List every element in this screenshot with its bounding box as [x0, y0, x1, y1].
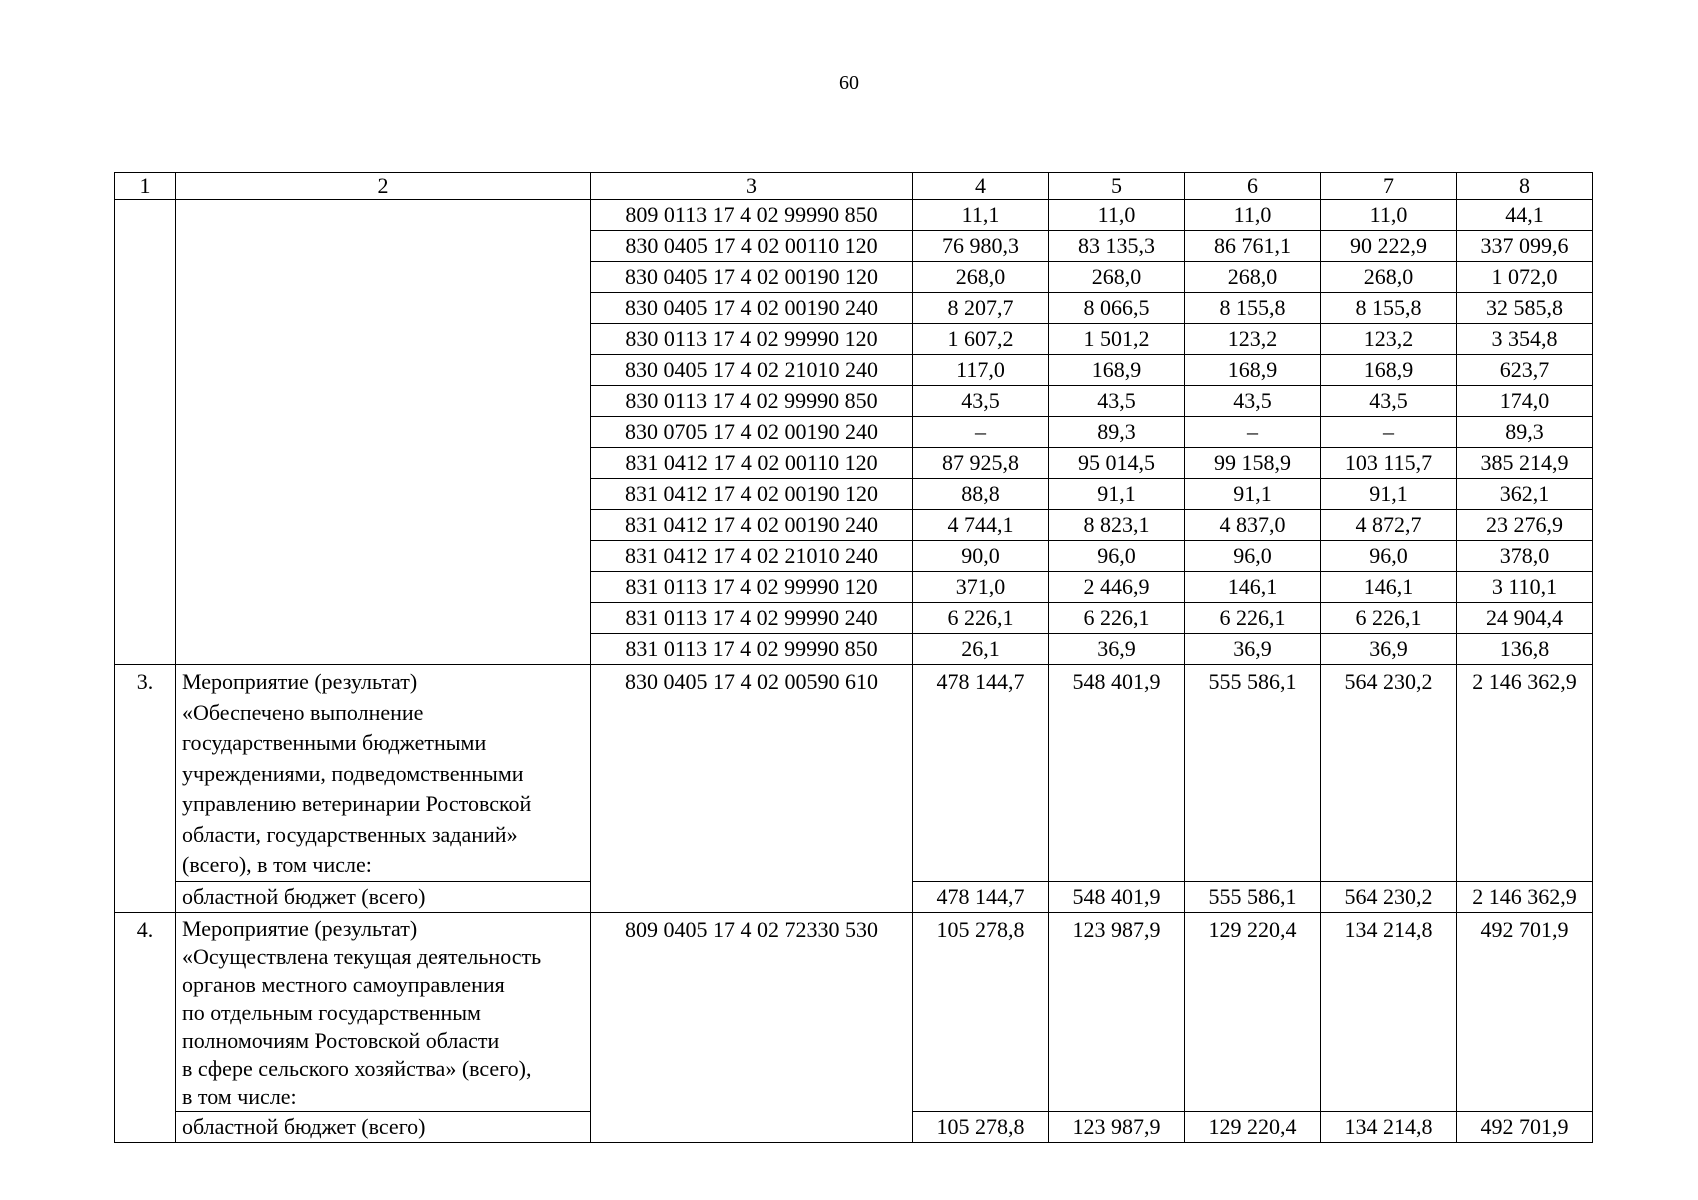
total-cell: 44,1 — [1457, 200, 1593, 231]
event-description-line: Мероприятие (результат) — [182, 669, 418, 694]
value-cell: 90 222,9 — [1321, 231, 1457, 262]
value-cell: 146,1 — [1185, 572, 1321, 603]
total-cell: 1 072,0 — [1457, 262, 1593, 293]
event-number: 3. — [115, 665, 176, 913]
value-cell: – — [913, 417, 1049, 448]
total-cell: 174,0 — [1457, 386, 1593, 417]
value-cell: 268,0 — [1049, 262, 1185, 293]
event-description-line: полномочиям Ростовской области — [182, 1027, 500, 1053]
value-cell: 8 155,8 — [1321, 293, 1457, 324]
value-cell: 43,5 — [1321, 386, 1457, 417]
value-cell: 548 401,9 — [1049, 881, 1185, 912]
value-cell: 1 501,2 — [1049, 324, 1185, 355]
event-description-line: управлению ветеринарии Ростовской — [182, 791, 532, 816]
event-description-line: в том числе: — [182, 1083, 297, 1109]
column-header: 2 — [176, 173, 591, 200]
sub-label: областной бюджет (всего) — [176, 881, 591, 912]
value-cell: 96,0 — [1321, 541, 1457, 572]
total-cell: 623,7 — [1457, 355, 1593, 386]
value-cell: 76 980,3 — [913, 231, 1049, 262]
column-header: 3 — [591, 173, 913, 200]
total-cell: 492 701,9 — [1457, 912, 1593, 1111]
value-cell: 36,9 — [1185, 634, 1321, 665]
total-cell: 337 099,6 — [1457, 231, 1593, 262]
value-cell: 371,0 — [913, 572, 1049, 603]
value-cell: 4 872,7 — [1321, 510, 1457, 541]
page-number: 60 — [839, 72, 859, 94]
budget-code: 830 0405 17 4 02 00590 610 — [591, 665, 913, 913]
event-description-line: «Обеспечено выполнение — [182, 699, 424, 725]
value-cell: 123,2 — [1321, 324, 1457, 355]
value-cell: – — [1321, 417, 1457, 448]
total-cell: 2 146 362,9 — [1457, 881, 1593, 912]
column-number-header-row — [115, 173, 1593, 200]
event-description-line: государственными бюджетными — [182, 730, 487, 755]
total-cell: 89,3 — [1457, 417, 1593, 448]
value-cell: 96,0 — [1049, 541, 1185, 572]
value-cell: 8 066,5 — [1049, 293, 1185, 324]
value-cell: 6 226,1 — [1321, 603, 1457, 634]
value-cell: 6 226,1 — [1049, 603, 1185, 634]
budget-code: 831 0412 17 4 02 00190 120 — [591, 479, 913, 510]
total-cell: 3 354,8 — [1457, 324, 1593, 355]
event-description — [176, 912, 591, 1111]
budget-code: 809 0405 17 4 02 72330 530 — [591, 912, 913, 1142]
value-cell: 123,2 — [1185, 324, 1321, 355]
value-cell: 168,9 — [1185, 355, 1321, 386]
event-description-line: (всего), в том числе: — [182, 852, 372, 877]
value-cell: 43,5 — [1049, 386, 1185, 417]
value-cell: 8 823,1 — [1049, 510, 1185, 541]
total-cell: 2 146 362,9 — [1457, 665, 1593, 882]
event-description-line: учреждениями, подведомственными — [182, 760, 524, 786]
value-cell: 168,9 — [1321, 355, 1457, 386]
value-cell: 36,9 — [1321, 634, 1457, 665]
budget-code: 831 0412 17 4 02 21010 240 — [591, 541, 913, 572]
budget-code: 830 0405 17 4 02 00190 240 — [591, 293, 913, 324]
value-cell: 86 761,1 — [1185, 231, 1321, 262]
value-cell: 91,1 — [1049, 479, 1185, 510]
value-cell: 129 220,4 — [1185, 1111, 1321, 1142]
budget-code: 830 0113 17 4 02 99990 120 — [591, 324, 913, 355]
value-cell: 91,1 — [1321, 479, 1457, 510]
budget-code: 830 0405 17 4 02 00190 120 — [591, 262, 913, 293]
event-description-line: в сфере сельского хозяйства» (всего), — [182, 1055, 532, 1081]
budget-code: 830 0705 17 4 02 00190 240 — [591, 417, 913, 448]
value-cell: 89,3 — [1049, 417, 1185, 448]
budget-code: 830 0113 17 4 02 99990 850 — [591, 386, 913, 417]
value-cell: 129 220,4 — [1185, 912, 1321, 1111]
value-cell: 478 144,7 — [913, 881, 1049, 912]
value-cell: 83 135,3 — [1049, 231, 1185, 262]
column-header: 6 — [1185, 173, 1321, 200]
value-cell: 103 115,7 — [1321, 448, 1457, 479]
value-cell: 134 214,8 — [1321, 1111, 1457, 1142]
budget-table — [114, 172, 1593, 1143]
budget-code: 831 0412 17 4 02 00110 120 — [591, 448, 913, 479]
sub-label: областной бюджет (всего) — [176, 1111, 591, 1142]
value-cell: 91,1 — [1185, 479, 1321, 510]
value-cell: 1 607,2 — [913, 324, 1049, 355]
value-cell: 4 744,1 — [913, 510, 1049, 541]
total-cell: 378,0 — [1457, 541, 1593, 572]
budget-code: 831 0113 17 4 02 99990 120 — [591, 572, 913, 603]
column-header: 1 — [115, 173, 176, 200]
budget-code: 831 0412 17 4 02 00190 240 — [591, 510, 913, 541]
value-cell: 11,1 — [913, 200, 1049, 231]
budget-code: 830 0405 17 4 02 00110 120 — [591, 231, 913, 262]
column-header: 8 — [1457, 173, 1593, 200]
value-cell: 6 226,1 — [1185, 603, 1321, 634]
total-cell: 32 585,8 — [1457, 293, 1593, 324]
event-description-line: области, государственных заданий» — [182, 821, 518, 847]
value-cell: 11,0 — [1321, 200, 1457, 231]
value-cell: 555 586,1 — [1185, 881, 1321, 912]
value-cell: 134 214,8 — [1321, 912, 1457, 1111]
event-number: 4. — [115, 912, 176, 1142]
budget-code: 809 0113 17 4 02 99990 850 — [591, 200, 913, 231]
event-description — [176, 665, 591, 882]
value-cell: 4 837,0 — [1185, 510, 1321, 541]
event-row — [115, 912, 1593, 1111]
event-description-line: Мероприятие (результат) — [182, 915, 418, 941]
column-header: 5 — [1049, 173, 1185, 200]
budget-code: 831 0113 17 4 02 99990 850 — [591, 634, 913, 665]
total-cell: 23 276,9 — [1457, 510, 1593, 541]
total-cell: 136,8 — [1457, 634, 1593, 665]
value-cell: 168,9 — [1049, 355, 1185, 386]
value-cell: 11,0 — [1185, 200, 1321, 231]
value-cell: 36,9 — [1049, 634, 1185, 665]
value-cell: 123 987,9 — [1049, 912, 1185, 1111]
value-cell: 26,1 — [913, 634, 1049, 665]
total-cell: 385 214,9 — [1457, 448, 1593, 479]
value-cell: 105 278,8 — [913, 1111, 1049, 1142]
value-cell: 564 230,2 — [1321, 665, 1457, 882]
value-cell: 11,0 — [1049, 200, 1185, 231]
event-description-line: по отдельным государственным — [182, 999, 481, 1025]
value-cell: 88,8 — [913, 479, 1049, 510]
event-description-line: «Осуществлена текущая деятельность — [182, 943, 542, 969]
value-cell: 6 226,1 — [913, 603, 1049, 634]
total-cell: 362,1 — [1457, 479, 1593, 510]
value-cell: 8 207,7 — [913, 293, 1049, 324]
total-cell: 3 110,1 — [1457, 572, 1593, 603]
value-cell: 95 014,5 — [1049, 448, 1185, 479]
value-cell: 268,0 — [913, 262, 1049, 293]
value-cell: 123 987,9 — [1049, 1111, 1185, 1142]
value-cell: 268,0 — [1321, 262, 1457, 293]
value-cell: 43,5 — [1185, 386, 1321, 417]
event-row — [115, 665, 1593, 882]
table-row — [115, 200, 1593, 231]
empty-description-cell — [176, 200, 591, 665]
event-description-line: органов местного самоуправления — [182, 971, 505, 997]
value-cell: – — [1185, 417, 1321, 448]
budget-code: 831 0113 17 4 02 99990 240 — [591, 603, 913, 634]
column-header: 7 — [1321, 173, 1457, 200]
value-cell: 564 230,2 — [1321, 881, 1457, 912]
value-cell: 105 278,8 — [913, 912, 1049, 1111]
value-cell: 90,0 — [913, 541, 1049, 572]
value-cell: 8 155,8 — [1185, 293, 1321, 324]
value-cell: 146,1 — [1321, 572, 1457, 603]
value-cell: 99 158,9 — [1185, 448, 1321, 479]
value-cell: 43,5 — [913, 386, 1049, 417]
value-cell: 96,0 — [1185, 541, 1321, 572]
value-cell: 548 401,9 — [1049, 665, 1185, 882]
value-cell: 268,0 — [1185, 262, 1321, 293]
budget-code: 830 0405 17 4 02 21010 240 — [591, 355, 913, 386]
total-cell: 492 701,9 — [1457, 1111, 1593, 1142]
value-cell: 478 144,7 — [913, 665, 1049, 882]
value-cell: 2 446,9 — [1049, 572, 1185, 603]
value-cell: 87 925,8 — [913, 448, 1049, 479]
total-cell: 24 904,4 — [1457, 603, 1593, 634]
empty-number-cell — [115, 200, 176, 665]
value-cell: 555 586,1 — [1185, 665, 1321, 882]
value-cell: 117,0 — [913, 355, 1049, 386]
column-header: 4 — [913, 173, 1049, 200]
